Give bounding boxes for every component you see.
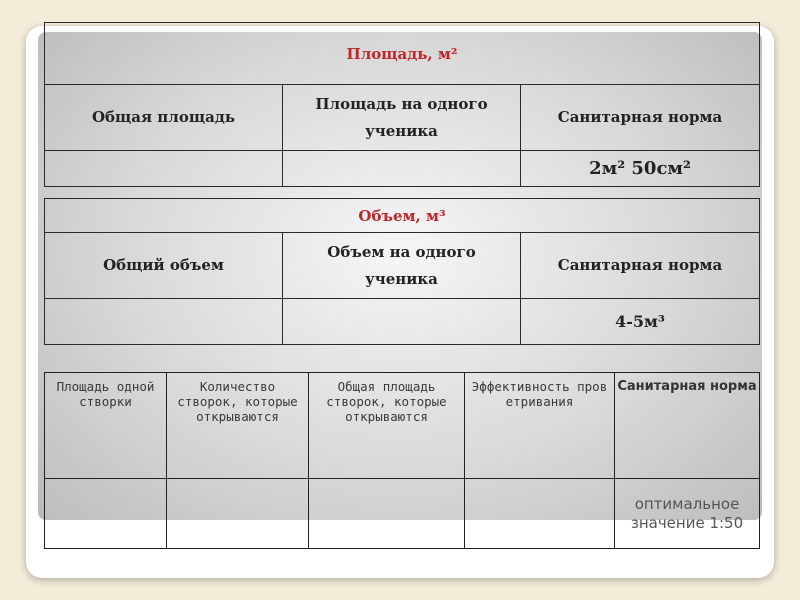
area-table [44, 22, 760, 187]
vent-header-total-sash-area: Общая площадь створок, которые открываются [309, 373, 465, 479]
area-value-per-student [283, 151, 521, 187]
area-value-total [45, 151, 283, 187]
area-header-total: Общая площадь [45, 85, 283, 151]
vent-value-norm: оптимальное значение 1:50 [615, 479, 760, 549]
vent-value-sash-area [45, 479, 167, 549]
volume-header-total: Общий объем [45, 233, 283, 299]
volume-value-norm: 4-5м³ [521, 299, 760, 345]
vent-header-efficiency: Эффективность проветривания [465, 373, 615, 479]
vent-header-sash-area: Площадь одной створки [45, 373, 167, 479]
area-header-norm: Санитарная норма [521, 85, 760, 151]
area-value-norm: 2м² 50см² [521, 151, 760, 187]
ventilation-table [44, 372, 760, 549]
vent-value-sash-count [167, 479, 309, 549]
vent-value-total-sash-area [309, 479, 465, 549]
vent-header-sash-count: Количество створок, которые открываются [167, 373, 309, 479]
vent-value-efficiency [465, 479, 615, 549]
volume-value-per-student [283, 299, 521, 345]
volume-header-per-student: Объем на одного ученика [283, 233, 521, 299]
volume-title: Объем, м³ [45, 199, 760, 233]
vent-header-norm: Санитарная норма [615, 373, 760, 479]
volume-value-total [45, 299, 283, 345]
volume-table [44, 198, 760, 345]
area-header-per-student: Площадь на одного ученика [283, 85, 521, 151]
area-title: Площадь, м² [45, 23, 760, 85]
volume-header-norm: Санитарная норма [521, 233, 760, 299]
